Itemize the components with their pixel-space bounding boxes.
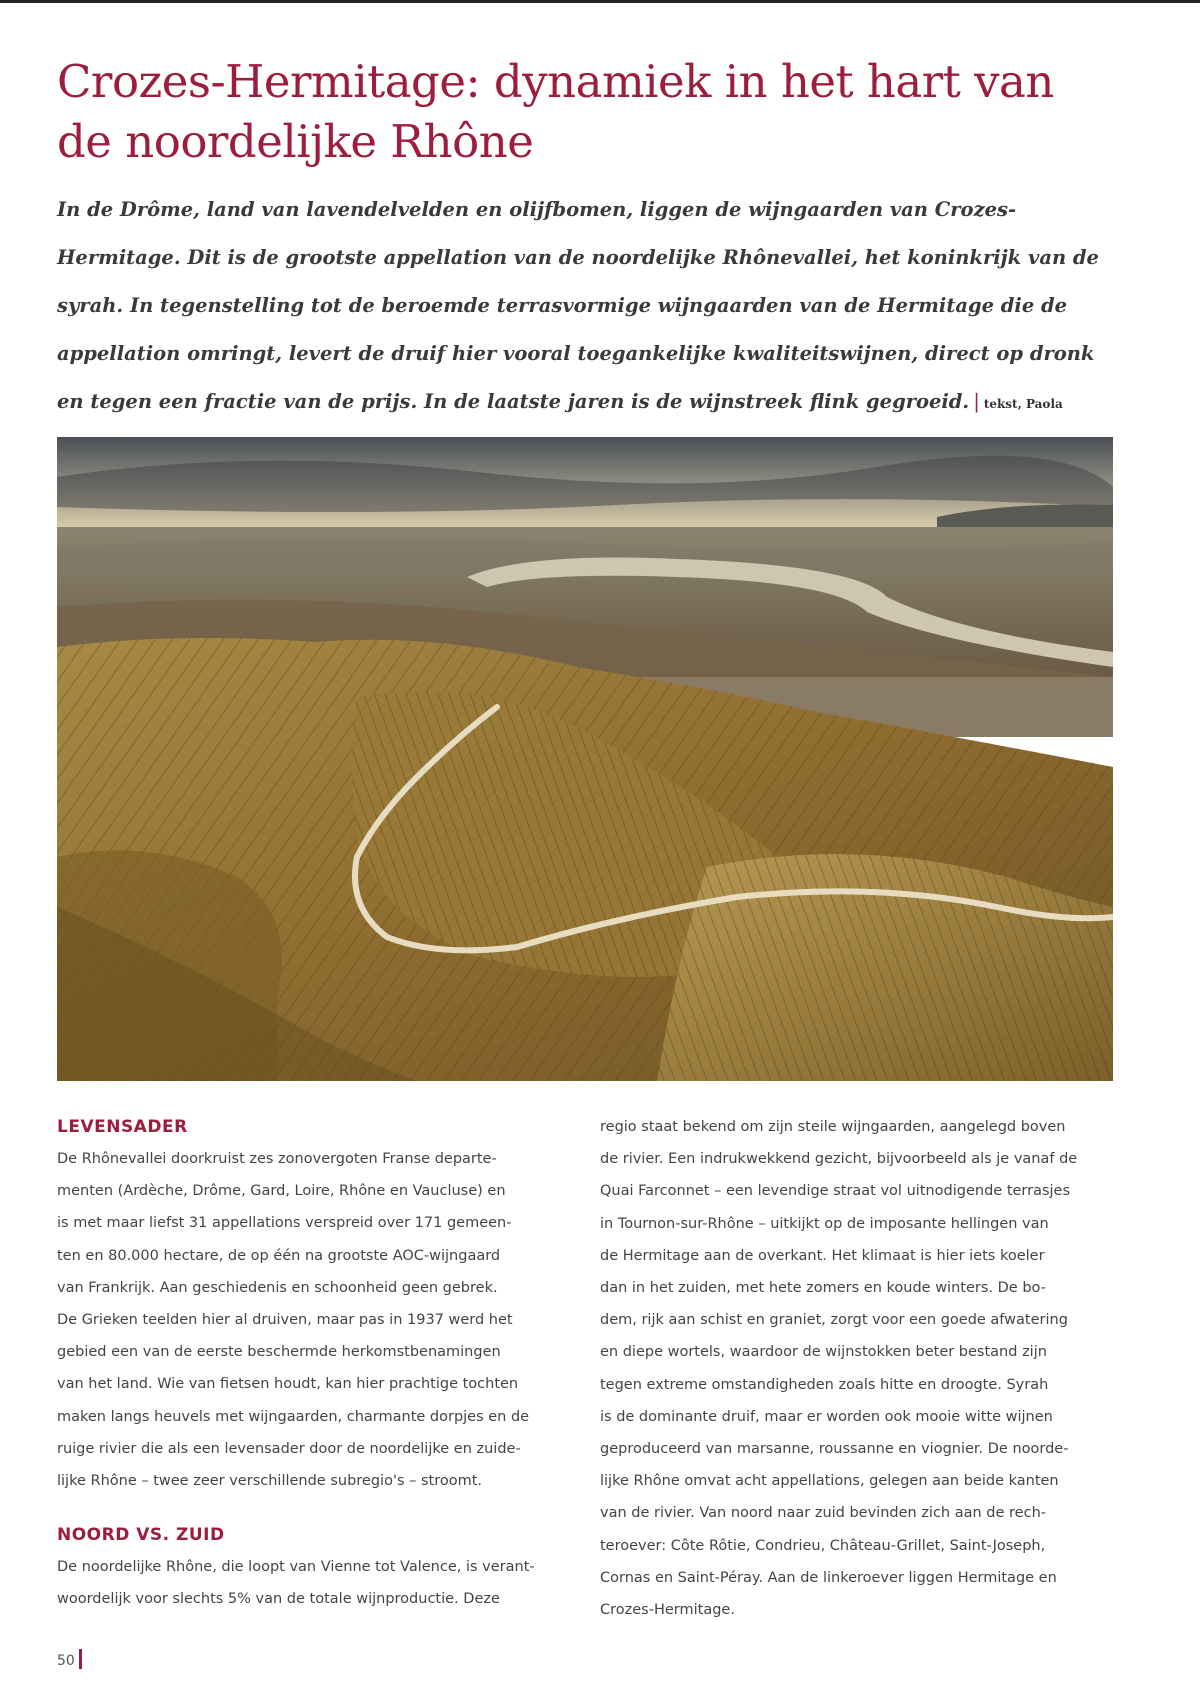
article-byline: tekst, Paola xyxy=(983,397,1063,411)
intro-text: In de Drôme, land van lavendelvelden en olijfbomen, liggen de wijngaarden van Crozes-Hermitage. Dit is de grootste appellation van de noordelijke Rhônevallei, het koninkrijk van de syrah. In tegenstelling tot de beroemde terrasvormige wijngaarden van de Hermitage die de appellation omringt, levert de druif hier vooral toegankelijke kwaliteitswijnen, direct op dronk en tegen een fractie van de prijs. In de laatste jaren is de wijnstreek flink gegroeid. xyxy=(57,198,1099,413)
article-intro xyxy=(57,186,1117,478)
top-edge-line xyxy=(0,0,1200,3)
page-number-text: 50 xyxy=(57,1653,75,1669)
section-text-column2: regio staat bekend om zijn steile wijngaarden, aangelegd boven de rivier. Een indrukwekkend gezicht, bijvoorbeeld als je vanaf de Quai Farconnet – een levendige straat vol uitnodigende terrasjes in Tournon-sur-Rhône – uitkijkt op de imposante hellingen van de Hermitage aan de overkant. Het klimaat is hier iets koeler dan in het zuiden, met hete zomers en koude winters. De bo- dem, rijk aan schist en graniet, zorgt voor een goede afwatering en diepe wortels, waardoor de wijnstokken beter bestand zijn tegen extreme omstandigheden zoals hitte en droogte. Syrah is de dominante druif, maar er worden ook mooie witte wijnen geproduceerd van marsanne, roussanne en viognier. De noorde- lijke Rhône omvat acht appellations, gelegen aan beide kanten van de rivier. Van noord naar zuid bevinden zich aan de rech- teroever: Côte Rôtie, Condrieu, Château-Grillet, Saint-Joseph, Cornas en Saint-Péray. Aan de linkeroever liggen Hermitage en Crozes-Hermitage. xyxy=(600,1119,1078,1619)
page-number-bar xyxy=(79,1649,82,1669)
section-text-noord-zuid: De noordelijke Rhône, die loopt van Vienne tot Valence, is verant- woordelijk voor slechts 5% van de totale wijnproductie. Deze xyxy=(57,1559,535,1608)
text-column-right xyxy=(600,1111,1120,1626)
byline-separator: | xyxy=(973,390,980,413)
article-title: Crozes-Hermitage: dynamiek in het hart van de noordelijke Rhône xyxy=(57,55,1054,168)
section-heading-noord-zuid: NOORD VS. ZUID xyxy=(57,1525,225,1546)
text-column-left xyxy=(57,1111,577,1616)
section-text-levensader: De Rhônevallei doorkruist zes zonovergoten Franse departe- menten (Ardèche, Drôme, Gard, Loire, Rhône en Vaucluse) en is met maar liefst 31 appellations verspreid over 171 gemeen- ten en 80.000 hectare, de op één na grootste AOC-wijngaard van Frankrijk. Aan geschiedenis en schoonheid geen gebrek. De Grieken teelden hier al druiven, maar pas in 1937 werd het gebied een van de eerste beschermde herkomstbenamingen van het land. Wie van fietsen houdt, kan hier prachtige tochten maken langs heuvels met wijngaarden, charmante dorpjes en de ruige rivier die als een levensader door de noordelijke en zuide- lijke Rhône – twee zeer verschillende subregio's – stroomt. xyxy=(57,1151,530,1490)
section-heading-levensader: LEVENSADER xyxy=(57,1117,188,1137)
vineyard-photo xyxy=(57,437,1113,1081)
page-number xyxy=(57,1649,82,1669)
vineyard-landscape-image xyxy=(57,437,1113,1081)
